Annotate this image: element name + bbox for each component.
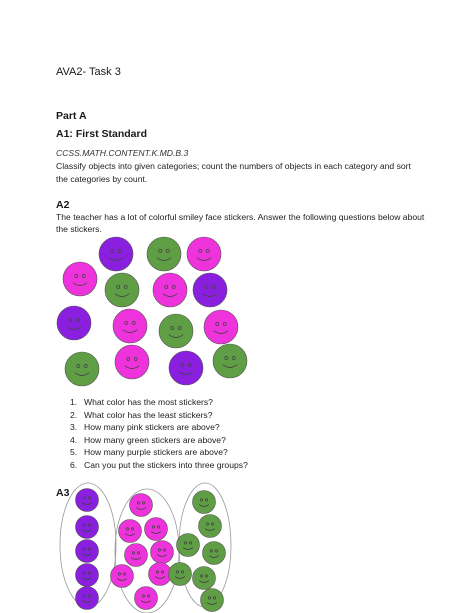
- green-smiley-sticker: [193, 567, 216, 590]
- part-heading: Part A: [56, 110, 87, 122]
- a1-heading: A1: First Standard: [56, 128, 148, 140]
- question-item: 2. What color has the least stickers?: [70, 409, 213, 420]
- purple-smiley-sticker: [76, 564, 99, 587]
- purple-smiley-sticker: [76, 516, 99, 539]
- a2-heading: A2: [56, 199, 70, 211]
- purple-smiley-sticker: [76, 587, 99, 610]
- green-smiley-sticker: [199, 515, 222, 538]
- pink-smiley-sticker: [145, 518, 168, 541]
- green-smiley-sticker: [169, 563, 192, 586]
- green-smiley-sticker: [203, 542, 226, 565]
- pink-smiley-sticker: [130, 494, 153, 517]
- purple-smiley-sticker: [76, 489, 99, 512]
- question-item: 6. Can you put the stickers into three groups?: [70, 459, 248, 470]
- a3-heading: A3: [56, 487, 70, 499]
- pink-smiley-sticker: [111, 565, 134, 588]
- a2-instructions: The teacher has a lot of colorful smiley face stickers. Answer the following questions below about the stickers.: [56, 212, 425, 234]
- purple-smiley-sticker: [76, 540, 99, 563]
- standard-code: CCSS.MATH.CONTENT.K.MD.B.3: [56, 148, 189, 158]
- green-smiley-sticker: [177, 534, 200, 557]
- pink-smiley-sticker: [125, 544, 148, 567]
- document-title: AVA2- Task 3: [56, 66, 121, 78]
- question-item: 5. How many purple stickers are above?: [70, 447, 228, 458]
- question-item: 1. What color has the most stickers?: [70, 397, 213, 407]
- question-item: 3. How many pink stickers are above?: [70, 422, 220, 433]
- green-smiley-sticker: [201, 589, 224, 612]
- pink-smiley-sticker: [149, 563, 172, 586]
- pink-smiley-sticker: [119, 520, 142, 543]
- green-smiley-sticker: [193, 491, 216, 514]
- pink-smiley-sticker: [135, 587, 158, 610]
- standard-description: Classify objects into given categories; count the numbers of objects in each category and sort the categories by count.: [56, 161, 411, 184]
- pink-smiley-sticker: [151, 541, 174, 564]
- question-item: 4. How many green stickers are above?: [70, 434, 226, 445]
